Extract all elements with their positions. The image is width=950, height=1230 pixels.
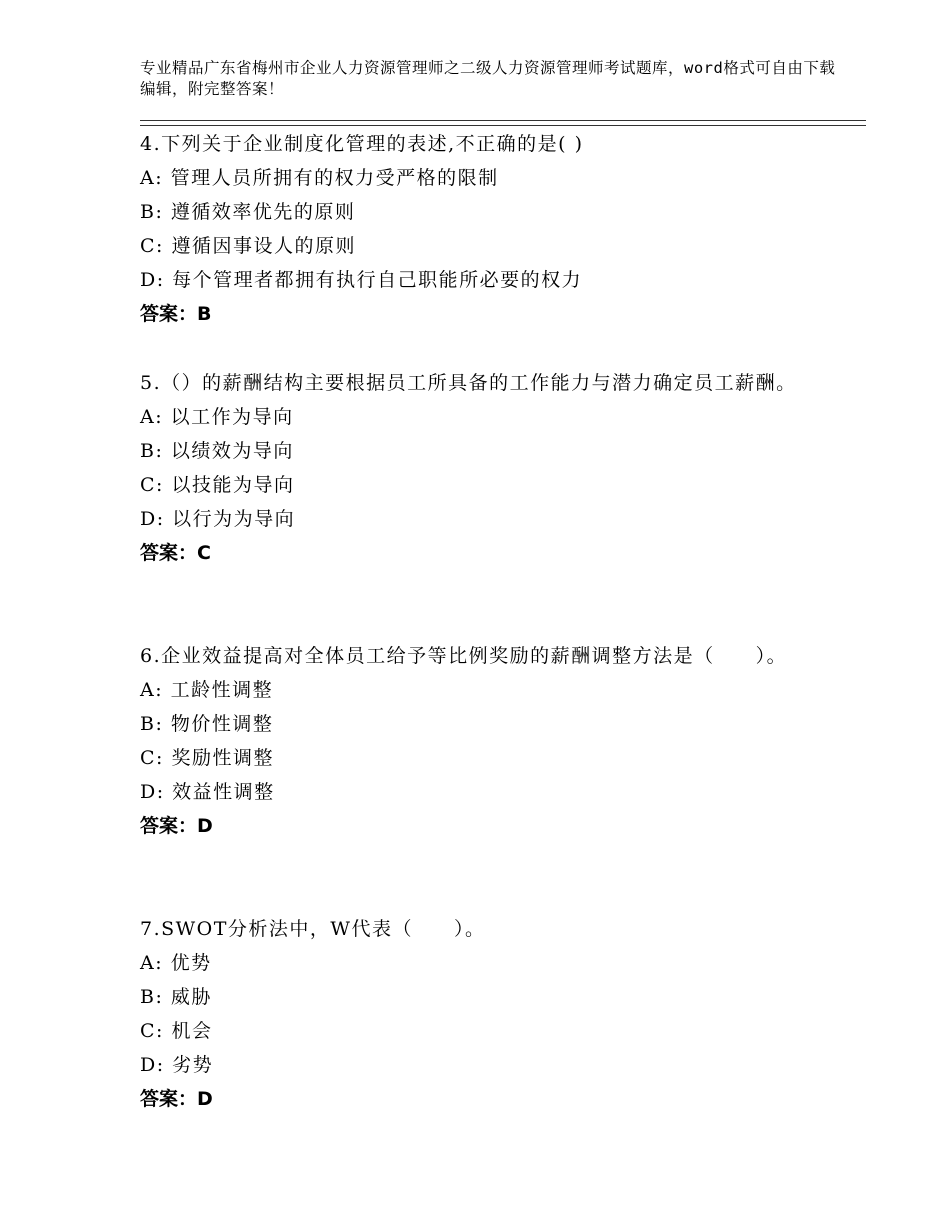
option-b: B: 威胁 [140,986,212,1008]
question-6 [140,639,840,843]
question-stem: 6.企业效益提高对全体员工给予等比例奖励的薪酬调整方法是（ ）。 [140,645,788,667]
option-c: C: 奖励性调整 [140,747,274,769]
header-divider-bottom [140,125,866,126]
answer: 答案：B [140,303,212,325]
option-c: C: 遵循因事设人的原则 [140,235,356,257]
option-d: D: 以行为为导向 [140,508,296,530]
header-divider-top [140,120,866,121]
option-a: A: 工龄性调整 [140,679,274,701]
option-d: D: 每个管理者都拥有执行自己职能所必要的权力 [140,269,583,291]
document-header: 专业精品广东省梅州市企业人力资源管理师之二级人力资源管理师考试题库，word格式可自由下载编辑，附完整答案！ [140,59,836,98]
option-a: A: 以工作为导向 [140,406,294,428]
option-c: C: 机会 [140,1020,213,1042]
question-7 [140,912,840,1116]
option-d: D: 劣势 [140,1054,214,1076]
option-a: A: 优势 [140,952,212,974]
option-b: B: 以绩效为导向 [140,440,294,462]
question-stem: 4.下列关于企业制度化管理的表述,不正确的是( ) [140,133,584,155]
option-d: D: 效益性调整 [140,781,275,803]
option-b: B: 物价性调整 [140,713,274,735]
answer: 答案：C [140,542,211,564]
option-b: B: 遵循效率优先的原则 [140,201,356,223]
option-c: C: 以技能为导向 [140,474,295,496]
question-stem: 7.SWOT分析法中，W代表（ ）。 [140,918,486,940]
option-a: A: 管理人员所拥有的权力受严格的限制 [140,167,499,189]
answer: 答案：D [140,1088,213,1110]
question-5 [140,366,840,570]
question-4 [140,127,840,331]
question-stem: 5.（）的薪酬结构主要根据员工所具备的工作能力与潜力确定员工薪酬。 [140,372,797,394]
answer: 答案：D [140,815,213,837]
